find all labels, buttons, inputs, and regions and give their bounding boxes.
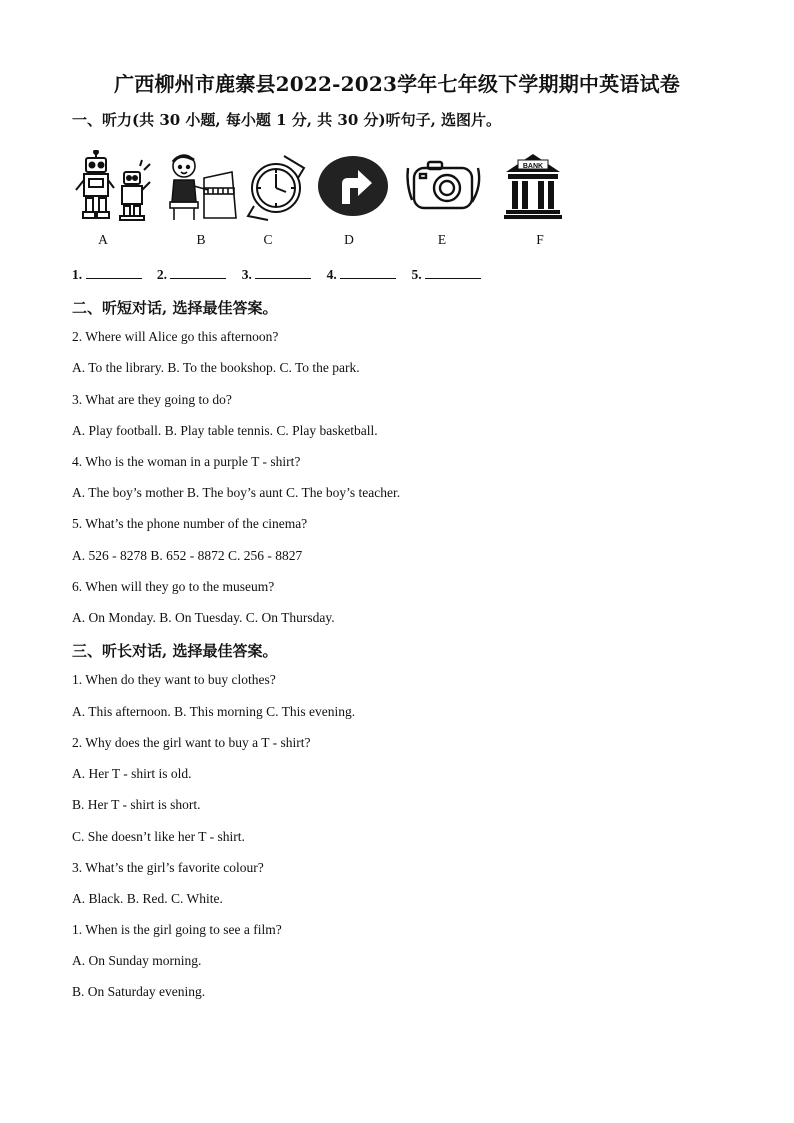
question-line: 6. When will they go to the museum?	[72, 579, 275, 594]
question-line: 3. What’s the girl’s favorite colour?	[72, 860, 264, 875]
option-line: A. On Sunday morning.	[72, 953, 202, 968]
question-line: 1. When do they want to buy clothes?	[72, 672, 276, 687]
options-line: A. To the library. B. To the bookshop. C. To the park.	[72, 360, 360, 375]
bank-icon	[502, 150, 564, 222]
svg-text:BANK: BANK	[522, 163, 544, 170]
piano-boy-icon	[160, 150, 238, 222]
option-line: B. Her T - shirt is short.	[72, 797, 201, 812]
blank-label: 2.	[156, 267, 167, 282]
answer-blank[interactable]	[170, 266, 226, 279]
picture-letter-f: F	[536, 232, 544, 247]
robot-icon	[74, 150, 156, 222]
blank-label: 3.	[241, 267, 252, 282]
options-line: A. 526 - 8278 B. 652 - 8872 C. 256 - 8827	[72, 548, 303, 563]
question-line: 1. When is the girl going to see a film?	[72, 922, 282, 937]
question-line: 4. Who is the woman in a purple T - shirt?	[72, 454, 301, 469]
options-line: A. Black. B. Red. C. White.	[72, 891, 223, 906]
option-line: C. She doesn’t like her T - shirt.	[72, 829, 245, 844]
answer-blank[interactable]	[340, 266, 396, 279]
camera-icon	[402, 150, 484, 222]
options-line: A. On Monday. B. On Tuesday. C. On Thursday.	[72, 610, 335, 625]
question-line: 3. What are they going to do?	[72, 392, 232, 407]
options-line: A. This afternoon. B. This morning C. This evening.	[72, 704, 356, 719]
answer-blank[interactable]	[255, 266, 311, 279]
option-line: A. Her T - shirt is old.	[72, 766, 192, 781]
watch-icon	[240, 150, 312, 222]
question-line: 2. Why does the girl want to buy a T - shirt?	[72, 735, 311, 750]
options-line: A. Play football. B. Play table tennis. C. Play basketball.	[72, 423, 378, 438]
options-line: A. The boy’s mother B. The boy’s aunt C. The boy’s teacher.	[72, 485, 401, 500]
blank-label: 5.	[411, 267, 422, 282]
section3-heading: 三、听长对话, 选择最佳答案。	[72, 642, 278, 660]
blank-label: 4.	[326, 267, 337, 282]
picture-letter-c: C	[263, 232, 273, 247]
page-title: 广西柳州市鹿寨县2022-2023学年七年级下学期期中英语试卷	[114, 72, 680, 96]
answer-blank[interactable]	[86, 266, 142, 279]
answer-blanks	[72, 266, 493, 283]
answer-blank[interactable]	[425, 266, 481, 279]
option-line: B. On Saturday evening.	[72, 984, 206, 999]
picture-letter-d: D	[344, 232, 354, 247]
turn-right-sign-icon	[316, 150, 390, 222]
section1-heading: 一、听力(共 30 小题, 每小题 1 分, 共 30 分)听句子, 选图片。	[72, 111, 502, 129]
question-line: 2. Where will Alice go this afternoon?	[72, 329, 279, 344]
picture-letter-b: B	[196, 232, 206, 247]
question-line: 5. What’s the phone number of the cinema?	[72, 516, 308, 531]
section2-heading: 二、听短对话, 选择最佳答案。	[72, 299, 278, 317]
picture-letter-a: A	[98, 232, 108, 247]
blank-label: 1.	[72, 267, 83, 282]
picture-letter-e: E	[437, 232, 447, 247]
